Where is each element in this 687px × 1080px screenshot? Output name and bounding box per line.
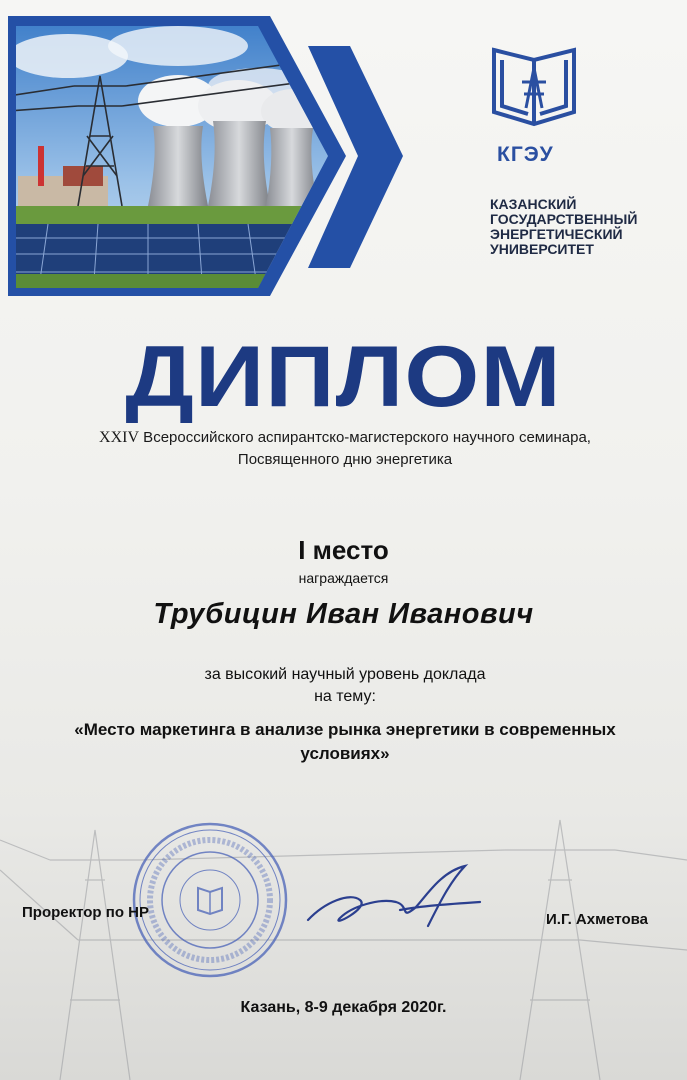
- university-name-line: ГОСУДАРСТВЕННЫЙ: [490, 211, 638, 227]
- seminar-line-1: [20, 427, 670, 449]
- university-name-line: КАЗАНСКИЙ: [490, 196, 577, 212]
- university-name-line: УНИВЕРСИТЕТ: [490, 241, 594, 257]
- seminar-description: [20, 427, 670, 471]
- award-reason: [40, 664, 650, 708]
- report-topic: [40, 718, 650, 766]
- handwritten-signature: [300, 862, 490, 942]
- official-stamp: [130, 820, 290, 980]
- place-award: I место: [298, 535, 389, 565]
- topic-line-2: условиях»: [300, 744, 390, 763]
- seminar-text: Всероссийского аспирантско-магистерского научного семинара,: [139, 429, 591, 446]
- signatory-role: Проректор по НР: [22, 904, 149, 921]
- recipient-name: Трубицин Иван Иванович: [153, 598, 534, 630]
- reason-line-2: на тему:: [314, 688, 376, 705]
- place-and-date: Казань, 8-9 декабря 2020г.: [240, 999, 447, 1016]
- seminar-number: XXIV: [99, 429, 140, 446]
- diploma-title: ДИПЛОМ: [125, 329, 562, 425]
- power-plant-banner: [8, 16, 408, 296]
- university-name: [490, 197, 670, 257]
- university-logo: [488, 42, 580, 138]
- signatory-name: И.Г. Ахметова: [546, 911, 649, 928]
- awarded-label: награждается: [298, 570, 389, 586]
- seminar-line-2: Посвященного дню энергетика: [237, 451, 453, 468]
- university-abbreviation: КГЭУ: [497, 143, 554, 166]
- reason-line-1: за высокий научный уровень доклада: [204, 666, 486, 683]
- university-name-line: ЭНЕРГЕТИЧЕСКИЙ: [490, 226, 623, 242]
- topic-line-1: «Место маркетинга в анализе рынка энергетики в современных: [74, 720, 616, 739]
